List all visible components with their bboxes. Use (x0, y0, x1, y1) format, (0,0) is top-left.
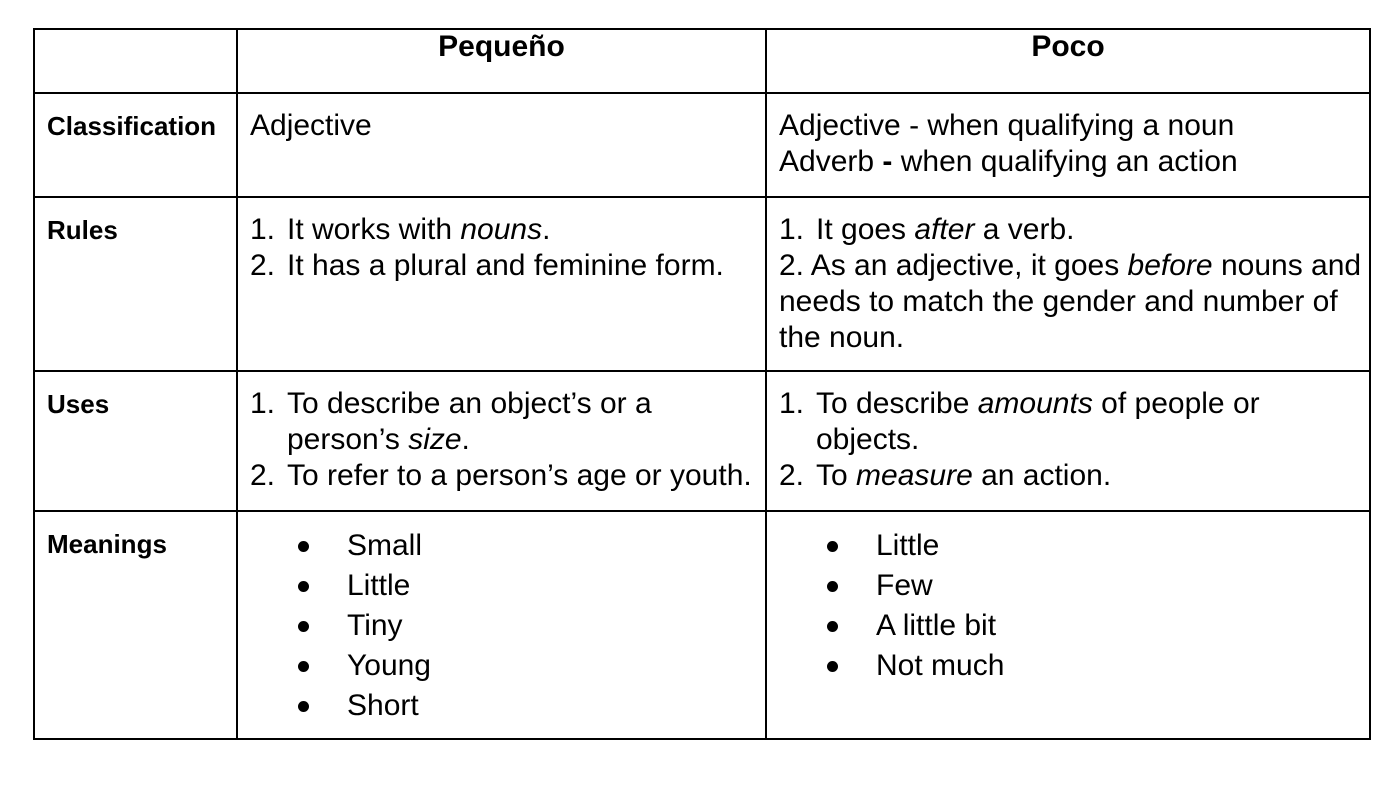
list-item-number: 2. (250, 249, 276, 282)
list-item-text: To measure an action. (816, 459, 1112, 492)
bullet-item: Short (250, 686, 757, 726)
list-item-number: 1. (779, 213, 805, 246)
row-uses (34, 371, 1370, 511)
list-item (250, 386, 757, 458)
list-item (250, 248, 757, 284)
list-item (250, 212, 757, 248)
cell-rules-poco (766, 197, 1370, 371)
list-item-text: To describe amounts of people or objects. (816, 387, 1260, 456)
row-label-classification: Classification (34, 93, 237, 197)
classification-poco-line-adjective: Adjective - when qualifying a noun (779, 109, 1235, 142)
bullet-item: Little (250, 566, 757, 606)
bullet-item: Young (250, 646, 757, 686)
row-label-meanings: Meanings (34, 511, 237, 739)
classification-pequeno-line: Adjective (250, 109, 372, 142)
bullet-item: Tiny (250, 606, 757, 646)
bullet-item: Not much (779, 646, 1365, 686)
column-header-pequeno: Pequeño (237, 29, 766, 93)
column-header-poco: Poco (766, 29, 1370, 93)
row-rules (34, 197, 1370, 371)
row-label-rules: Rules (34, 197, 237, 371)
meanings-pequeno-list (250, 526, 757, 726)
list-item (779, 212, 1365, 248)
list-item-text: It works with nouns. (287, 213, 551, 246)
bullet-item: Few (779, 566, 1365, 606)
list-item-number: 1. (250, 213, 276, 246)
list-item (779, 458, 1365, 494)
list-item-number: 2. (250, 459, 276, 492)
comparison-table (33, 28, 1371, 740)
bullet-item: Little (779, 526, 1365, 566)
cell-uses-pequeno (237, 371, 766, 511)
list-item-text: To describe an object’s or a person’s size. (287, 387, 652, 456)
rules-poco-paragraph: 2. As an adjective, it goes before nouns and needs to match the gender and number of the noun. (779, 249, 1362, 354)
corner-cell (34, 29, 237, 93)
meanings-poco-list (779, 526, 1365, 686)
bullet-item: Small (250, 526, 757, 566)
cell-meanings-poco (766, 511, 1370, 739)
row-classification (34, 93, 1370, 197)
list-item-text: It has a plural and feminine form. (287, 249, 724, 282)
list-item (779, 386, 1365, 458)
list-item-number: 1. (779, 387, 805, 420)
table-header-row (34, 29, 1370, 93)
list-item-text: To refer to a person’s age or youth. (287, 459, 752, 492)
cell-classification-pequeno (237, 93, 766, 197)
list-item (250, 458, 757, 494)
cell-rules-pequeno (237, 197, 766, 371)
list-item-number: 1. (250, 387, 276, 420)
cell-meanings-pequeno (237, 511, 766, 739)
bullet-item: A little bit (779, 606, 1365, 646)
row-meanings (34, 511, 1370, 739)
cell-uses-poco (766, 371, 1370, 511)
list-item-number: 2. (779, 459, 805, 492)
list-item-text: It goes after a verb. (816, 213, 1075, 246)
classification-poco-line-adverb: Adverb - when qualifying an action (779, 145, 1238, 178)
row-label-uses: Uses (34, 371, 237, 511)
cell-classification-poco (766, 93, 1370, 197)
